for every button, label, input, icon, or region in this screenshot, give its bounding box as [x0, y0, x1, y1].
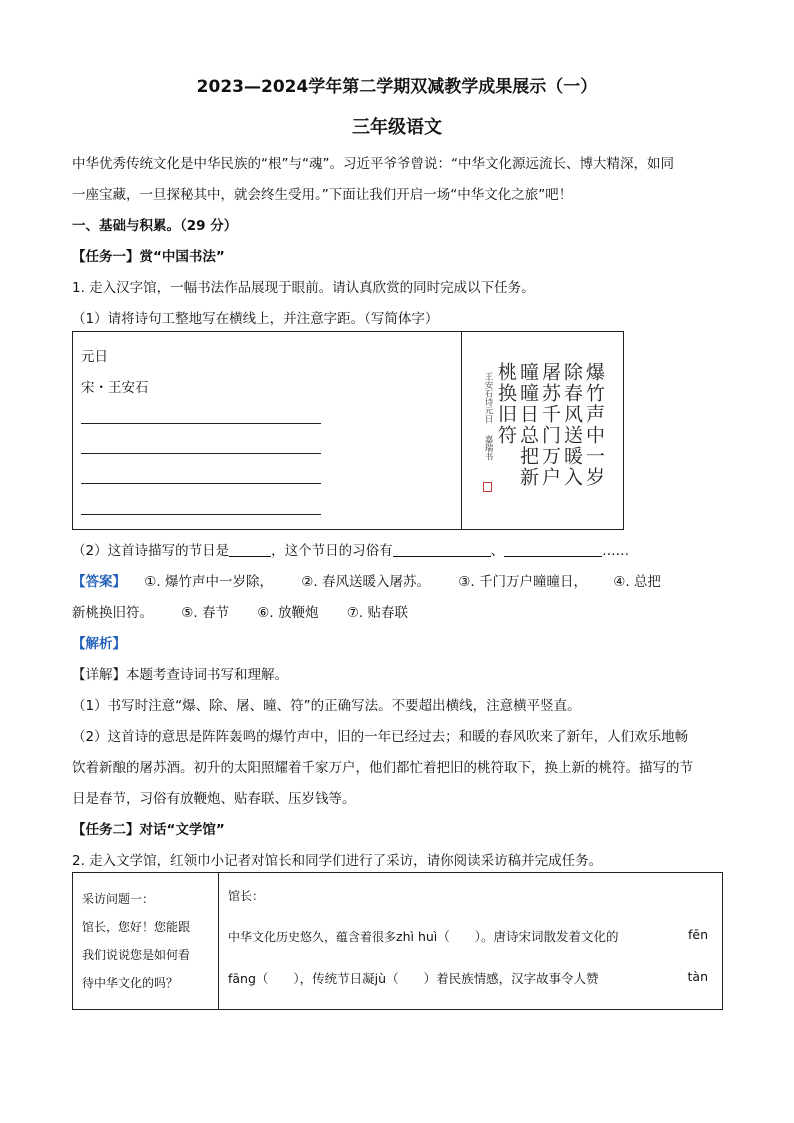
calligraphy-artwork — [462, 332, 623, 529]
curator-answer-line-2 — [228, 969, 716, 987]
question-1: 1. 走入汉字馆，一幅书法作品展现于眼前。请认真欣赏的同时完成以下任务。 — [72, 280, 535, 296]
answer-item-7: ⑦. 贴春联 — [346, 605, 408, 621]
explain-1: （1）书写时注意“爆、除、屠、曈、符”的正确写法。不要超出横线，注意横平竖直。 — [72, 698, 581, 714]
question-1-sub-2 — [72, 539, 629, 559]
calligraphy-signature: 王安石诗元日 — [483, 372, 493, 423]
answer-blank-custom-1[interactable] — [393, 542, 491, 557]
answer-line-2 — [72, 601, 408, 621]
page-title: 2023—2024学年第二学期双减教学成果展示（一） — [196, 77, 598, 97]
answer-blank-festival[interactable] — [229, 542, 271, 557]
interview-table — [72, 872, 723, 1010]
answer-item-5: ⑤. 春节 — [181, 605, 229, 621]
answer-blank-custom-2[interactable] — [504, 542, 602, 557]
curator-answer-pinyin-1: zhì huì（ ）。唐诗宋词散发着文化的 — [396, 929, 619, 944]
poem-writing-table — [72, 331, 624, 530]
interview-question-line-1: 馆长，您好！您能跟 — [82, 920, 191, 934]
answer-item-4: ④. 总把 — [613, 574, 661, 590]
interview-answer-cell — [228, 887, 716, 986]
answer-item-6: ⑥. 放鞭炮 — [257, 605, 319, 621]
calligraphy-column-2: 除春风送暖入 — [561, 362, 583, 488]
q1-sub2-text-a: （2）这首诗描写的节日是 — [72, 543, 230, 559]
calligraphy-column-1: 爆竹声中一岁 — [583, 362, 605, 488]
detail-text: 本题考查诗词书写和理解。 — [126, 667, 288, 683]
answer-label: 【答案】 — [72, 574, 126, 590]
explain-2-line-3: 日是春节，习俗有放鞭炮、贴春联、压岁钱等。 — [72, 791, 356, 807]
answer-item-1: ①. 爆竹声中一岁除， — [144, 574, 273, 590]
question-2: 2. 走入文学馆，红领巾小记者对馆长和同学们进行了采访，请你阅读采访稿并完成任务。 — [72, 853, 603, 869]
q1-sub2-text-b: ，这个节日的习俗有 — [271, 543, 393, 559]
writing-line-3[interactable] — [81, 483, 321, 484]
answer-item-4-cont: 新桃换旧符。 — [72, 605, 153, 621]
task1-heading: 【任务一】赏“中国书法” — [72, 249, 225, 265]
q1-sub2-text-c: 、 — [490, 543, 505, 559]
calligraphy-column-4: 曈曈日总把新 — [517, 362, 539, 488]
curator-answer-pinyin-3: fāng（ ），传统节日凝 — [228, 971, 375, 986]
answer-item-2: ②. 春风送暖入屠苏。 — [301, 574, 430, 590]
explain-2-line-1: （2）这首诗的意思是阵阵轰鸣的爆竹声中，旧的一年已经过去；和暖的春风吹来了新年，人们欢乐地畅 — [72, 729, 689, 745]
curator-answer-pinyin-2: fēn — [687, 927, 708, 942]
curator-answer-line-1 — [228, 927, 716, 945]
calligraphy-column-5: 桃换旧符 — [495, 362, 517, 446]
curator-answer-pinyin-4: jù（ ）着民族情感，汉字故事令人赞 — [374, 971, 599, 986]
curator-answer-text-1: 中华文化历史悠久，蕴含着很多 — [228, 930, 397, 944]
seal-stamp-icon — [483, 482, 492, 492]
curator-label: 馆长： — [228, 889, 265, 903]
q1-sub2-text-d: …… — [602, 543, 630, 559]
curator-answer-pinyin-5: tàn — [687, 969, 708, 984]
calligraphy-column-3: 屠苏千门万户 — [539, 362, 561, 488]
writing-line-4[interactable] — [81, 514, 321, 515]
poem-author: 宋・王安石 — [81, 380, 149, 396]
section-heading: 一、基础与积累。（29 分） — [72, 218, 238, 234]
explain-2-line-2: 饮着新酿的屠苏酒。初升的太阳照耀着千家万户，他们都忙着把旧的桃符取下，换上新的桃符。描写的节 — [72, 760, 693, 776]
poem-title: 元日 — [81, 349, 108, 365]
interview-question-line-3: 待中华文化的吗？ — [82, 976, 179, 990]
answer-line-1 — [72, 570, 661, 590]
intro-line-1: 中华优秀传统文化是中华民族的“根”与“魂”。习近平爷爷曾说：“中华文化源远流长、博大精深，如同 — [72, 156, 674, 172]
question-1-sub-1: （1）请将诗句工整地写在横线上，并注意字距。（写简体字） — [72, 311, 439, 327]
answer-item-3: ③. 千门万户曈曈日， — [458, 574, 587, 590]
calligraphy-signature-2: 嘉瑞书 — [483, 435, 493, 461]
interview-question-cell — [82, 885, 190, 997]
analysis-label: 【解析】 — [72, 636, 126, 652]
interview-question-label: 采访问题一： — [82, 892, 155, 906]
detail-label: 【详解】 — [72, 667, 126, 683]
page-subtitle: 三年级语文 — [352, 117, 442, 138]
task2-heading: 【任务二】对话“文学馆” — [72, 822, 225, 838]
intro-line-2: 一座宝藏，一旦探秘其中，就会终生受用。”下面让我们开启一场“中华文化之旅”吧！ — [72, 187, 573, 203]
writing-line-1[interactable] — [81, 423, 321, 424]
detail-line — [72, 663, 288, 683]
writing-line-2[interactable] — [81, 453, 321, 454]
interview-question-line-2: 我们说说您是如何看 — [82, 948, 191, 962]
interview-table-divider — [218, 873, 219, 1009]
